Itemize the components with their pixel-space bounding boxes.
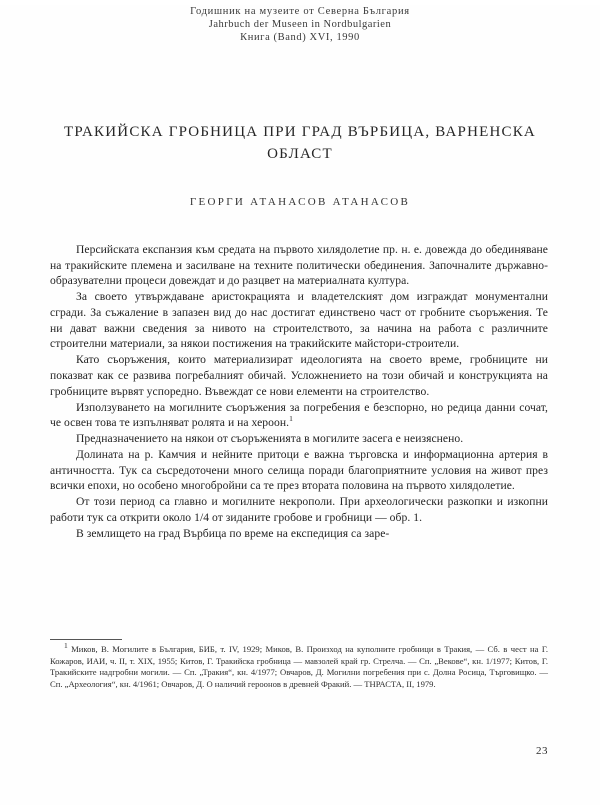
- footnote-entry: [50, 641, 548, 690]
- document-page: [0, 5, 600, 805]
- body-paragraph-text: Използуването на могилните съоръжения за погребения е безспорно, но редица данни сочат, че освен това те изпълняват ролята и на хероон.: [50, 400, 548, 430]
- footnote-number: 1: [64, 641, 68, 651]
- body-paragraph: Като съоръжения, които материализират идеологията на своето време, гробниците ни показват как се развива погребалният обичай. Усложнението на този обичай и конструкцията на гробниците вървят успоредно. Въвеждат се нови елементи на строителство.: [50, 353, 548, 398]
- body-paragraph-with-footnote: [50, 400, 548, 432]
- page-title: ТРАКИЙСКА ГРОБНИЦА ПРИ ГРАД ВЪРБИЦА, ВАРНЕНСКА ОБЛАСТ: [64, 124, 536, 163]
- title-block: [0, 122, 600, 208]
- body-paragraph: В землището на град Върбица по време на експедиция са заре-: [76, 526, 390, 540]
- page-number: 23: [536, 745, 548, 757]
- masthead-line-bulgarian: Годишник на музеите от Северна България: [190, 6, 410, 17]
- masthead-line-german: Jahrbuch der Museen in Nordbulgarien: [208, 19, 392, 31]
- footnote-reference-marker[interactable]: 1: [289, 414, 293, 424]
- body-paragraph: За своето утвърждаване аристокрацията и владетелският дом изграждат монументални сгради. За съжаление в запазен вид до нас достигат единствено част от гробните съоръжения. Те ни дават важни сведения за нивото на строителството, за начина на работа с различните строителни материали, за някои постижения на тракийските майстори-строители.: [50, 290, 548, 351]
- body-paragraph: Долината на р. Камчия и нейните притоци е важна търговска и информационна артерия в античността. Тук са съсредоточени много селища поради благоприятните условия на живот през всички епохи, но особено многобройни са те през втората половина на първото хилядолетие.: [50, 447, 548, 493]
- body-paragraph: От този период са главно и могилните некрополи. При археологически разкопки и изкопни работи тук са открити около 1/4 от зиданите гробове и гробници — обр. 1.: [50, 495, 548, 524]
- article-body: [0, 242, 600, 542]
- body-paragraph: Предназначението на някои от съоръженията в могилите засега е неизяснено.: [76, 432, 464, 446]
- footnote-text: Миков, В. Могилите в България, БИБ, т. IV, 1929; Миков, В. Произход на куполните гробници в Тракия, — Сб. в чест на Г. Кожаров, ИАИ, ч. II, т. XIX, 1955; Китов, Г. Тракийска гробница — мавзолей край гр. Стрелча. — Сп. „Векове“, кн. 1/1977; Китов, Г. Тракийските надгробни могили. — Сп. „Тракия“, кн. 4/1977; Овчаров, Д. Могилни погребения при с. Долна Росица, Търговищко. — Сп. „Археология“, кн. 4/1961; Овчаров, Д. О наличий героонов в древней Фракий. — ТНРАСТА, II, 1979.: [50, 644, 548, 689]
- article-author: ГЕОРГИ АТАНАСОВ АТАНАСОВ: [189, 195, 411, 208]
- journal-masthead: [0, 5, 600, 44]
- masthead-volume: Книга (Band) XVI, 1990: [240, 32, 360, 44]
- body-paragraph: Персийската експанзия към средата на първото хилядолетие пр. н. е. довежда до обединяване на тракийските племена и засилване на техните политически обединения. Започналите държавно-образувателни процеси довеждат и до разцвет на материалната култура.: [50, 242, 548, 288]
- footnote-separator-rule: [50, 639, 122, 640]
- footnote-area: [50, 639, 548, 690]
